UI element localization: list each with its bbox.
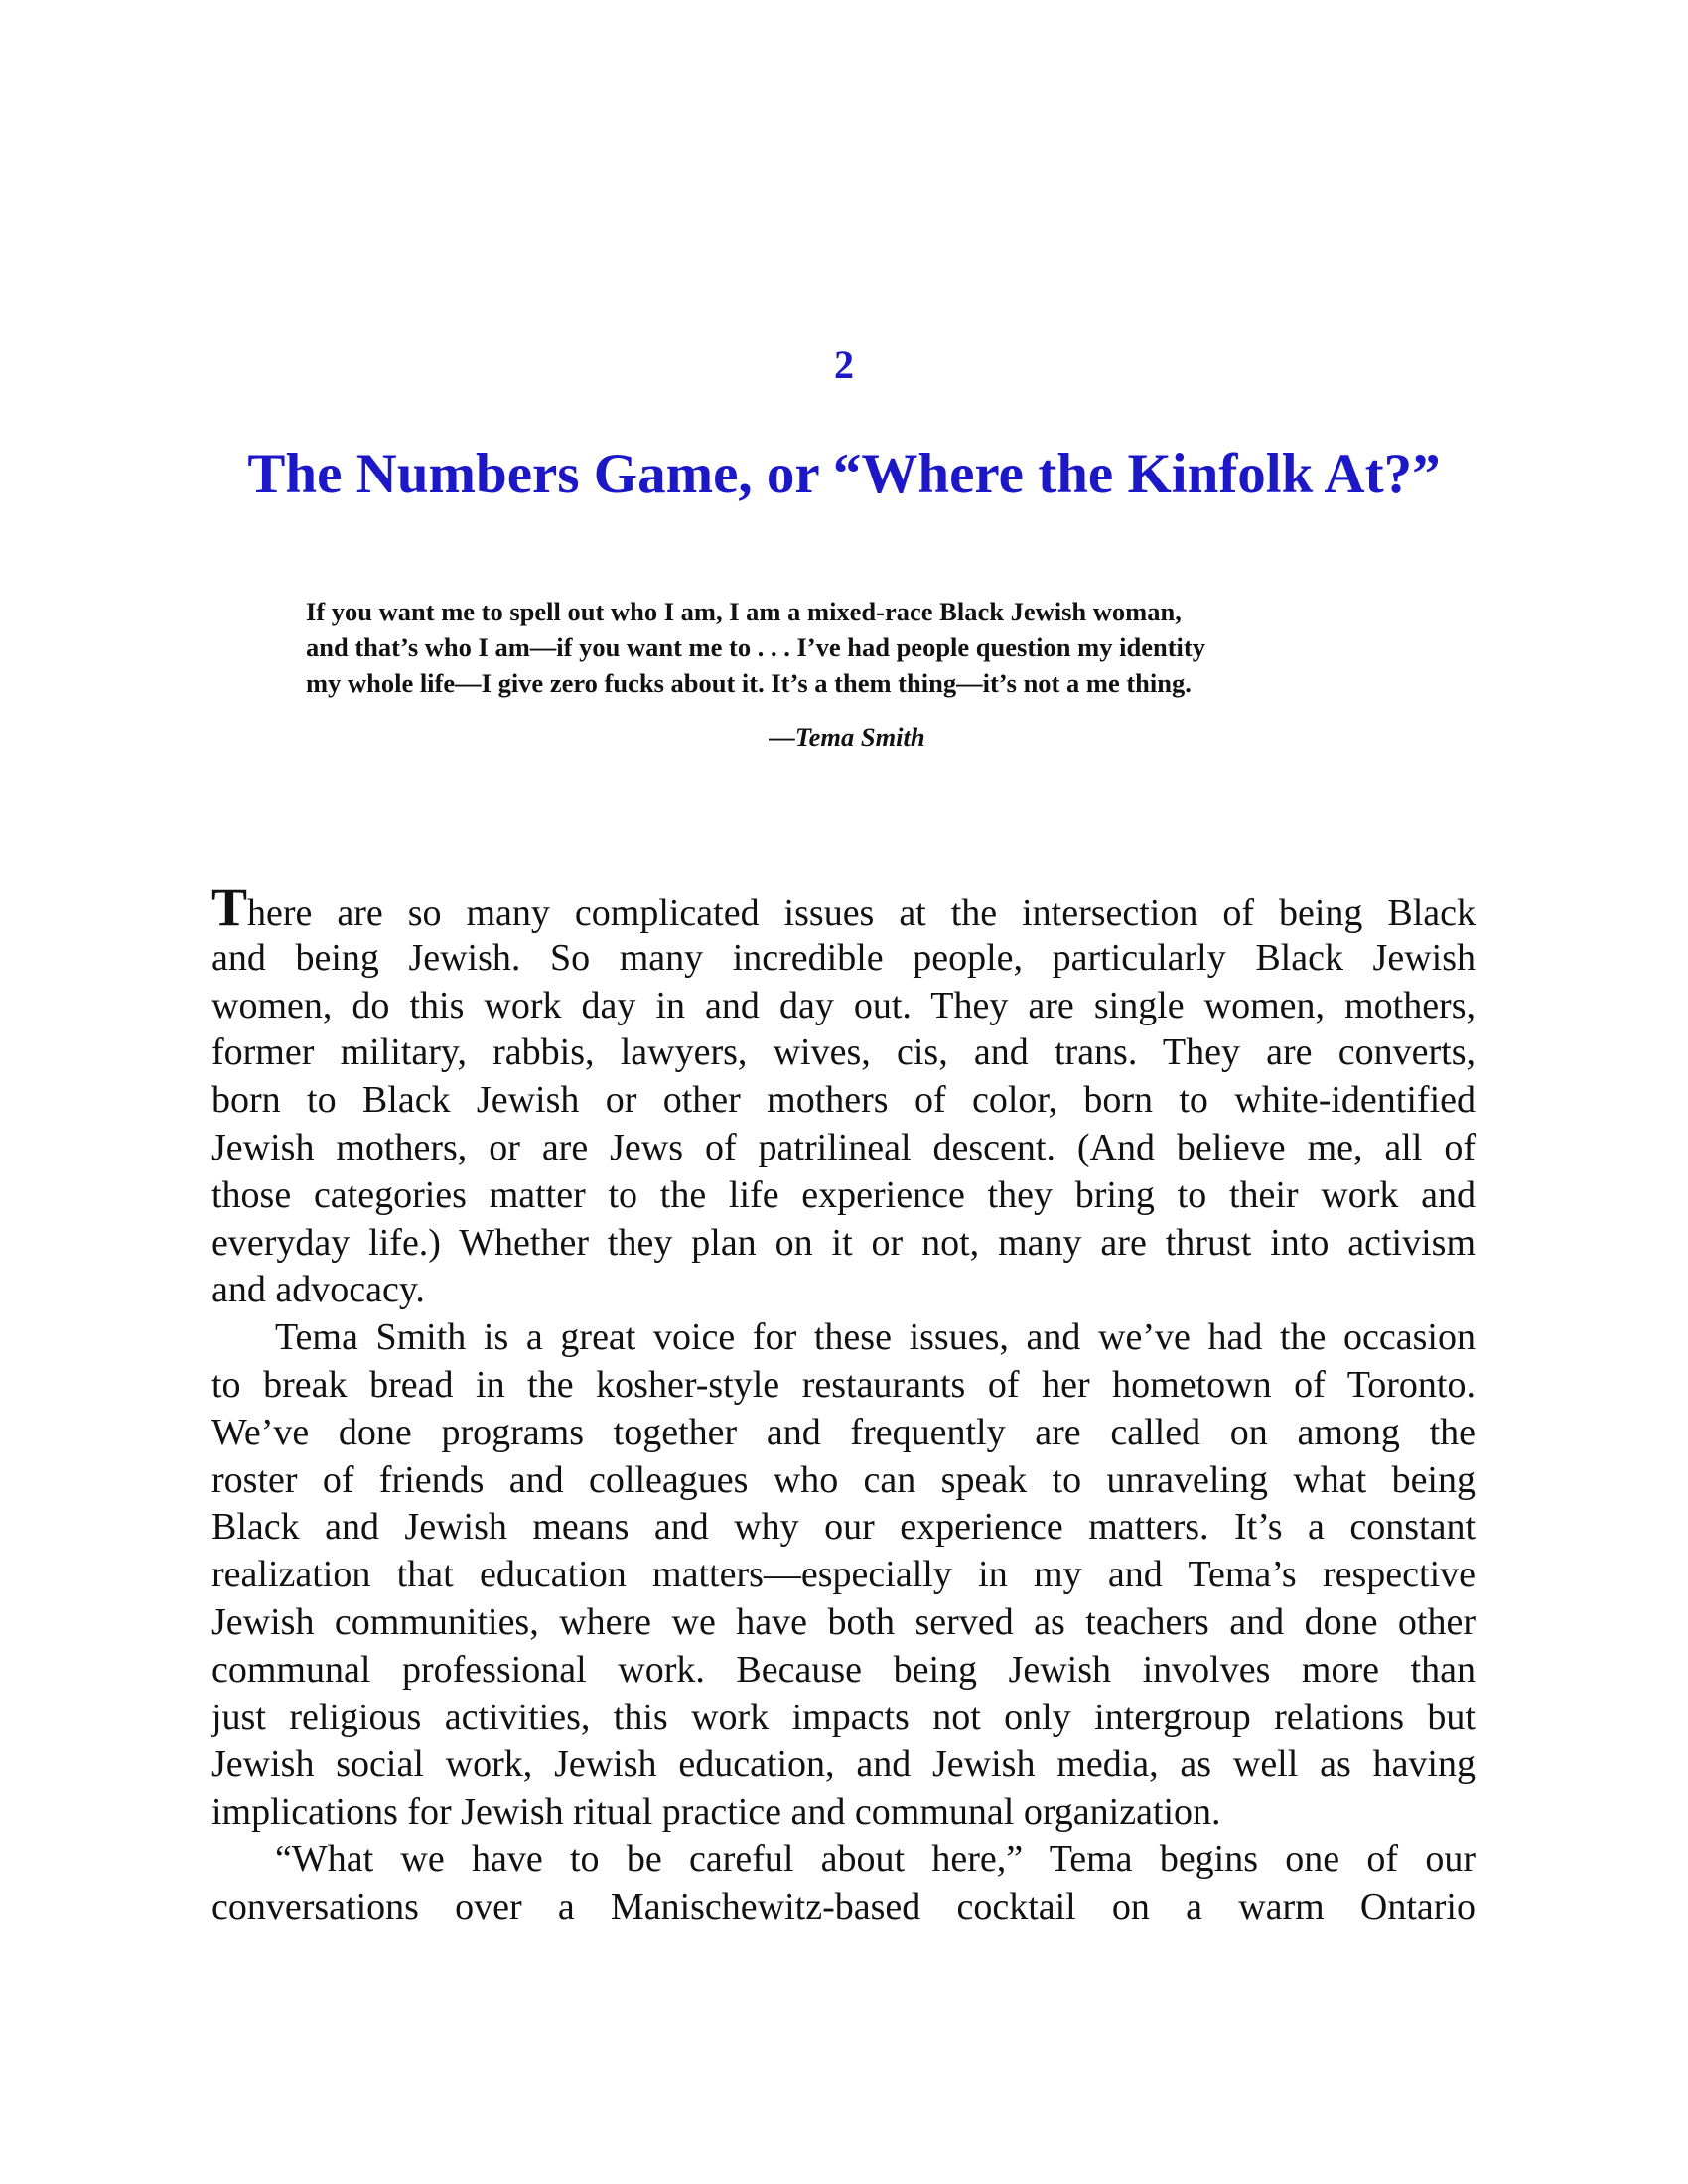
chapter-number: 2 <box>834 342 854 387</box>
text-line: those categories matter to the life experience they bring to their work and <box>211 1173 1476 1216</box>
text-line: former military, rabbis, lawyers, wives, cis, and trans. They are converts, <box>211 1031 1476 1074</box>
text-line: realization that education matters—especially in my and Tema’s respective <box>211 1554 1476 1596</box>
text-line: implications for Jewish ritual practice and communal organization. <box>211 1791 1221 1834</box>
paragraph-1 <box>211 878 1476 1314</box>
text-line: Jewish communities, where we have both served as teachers and done other <box>211 1600 1476 1643</box>
text-line <box>211 878 1476 937</box>
text-line: everyday life.) Whether they plan on it or not, many are thrust into activism <box>211 1221 1476 1264</box>
text-line-content: here are so many complicated issues at the intersection of being Black <box>247 892 1476 934</box>
text-line: “What we have to be careful about here,” Tema begins one of our <box>275 1838 1476 1880</box>
text-line: women, do this work day in and day out. They are single women, mothers, <box>211 984 1476 1026</box>
text-line: Tema Smith is a great voice for these issues, and we’ve had the occasion <box>275 1316 1476 1359</box>
epigraph-quote <box>306 594 1388 701</box>
text-line: communal professional work. Because being Jewish involves more than <box>211 1648 1476 1691</box>
text-line: Jewish social work, Jewish education, and Jewish media, as well as having <box>211 1743 1476 1786</box>
epigraph-line: and that’s who I am—if you want me to . . . I’ve had people question my identity <box>306 632 1205 662</box>
text-line: and being Jewish. So many incredible people, particularly Black Jewish <box>211 936 1476 979</box>
paragraph-3 <box>211 1837 1476 1932</box>
epigraph-line: If you want me to spell out who I am, I am a mixed-race Black Jewish woman, <box>306 597 1182 626</box>
text-line: We’ve done programs together and frequently are called on among the <box>211 1411 1476 1453</box>
epigraph-attribution: —Tema Smith <box>769 722 925 751</box>
text-line: Jewish mothers, or are Jews of patrilineal descent. (And believe me, all of <box>211 1126 1476 1168</box>
text-line: roster of friends and colleagues who can speak to unraveling what being <box>211 1458 1476 1501</box>
text-line: born to Black Jewish or other mothers of color, born to white-identified <box>211 1079 1476 1122</box>
drop-cap: T <box>211 878 248 937</box>
epigraph-line: my whole life—I give zero fucks about it. It’s a them thing—it’s not a me thing. <box>306 668 1192 698</box>
body-text <box>211 878 1476 1932</box>
epigraph <box>306 594 1388 751</box>
text-line: Black and Jewish means and why our experience matters. It’s a constant <box>211 1506 1476 1549</box>
text-line: conversations over a Manischewitz-based cocktail on a warm Ontario <box>211 1885 1476 1928</box>
text-line: to break bread in the kosher-style restaurants of her hometown of Toronto. <box>211 1363 1476 1406</box>
paragraph-2 <box>211 1314 1476 1837</box>
text-line: and advocacy. <box>211 1269 425 1311</box>
text-line: just religious activities, this work impacts not only intergroup relations but <box>211 1696 1476 1738</box>
chapter-title: The Numbers Game, or “Where the Kinfolk At?” <box>247 443 1441 505</box>
